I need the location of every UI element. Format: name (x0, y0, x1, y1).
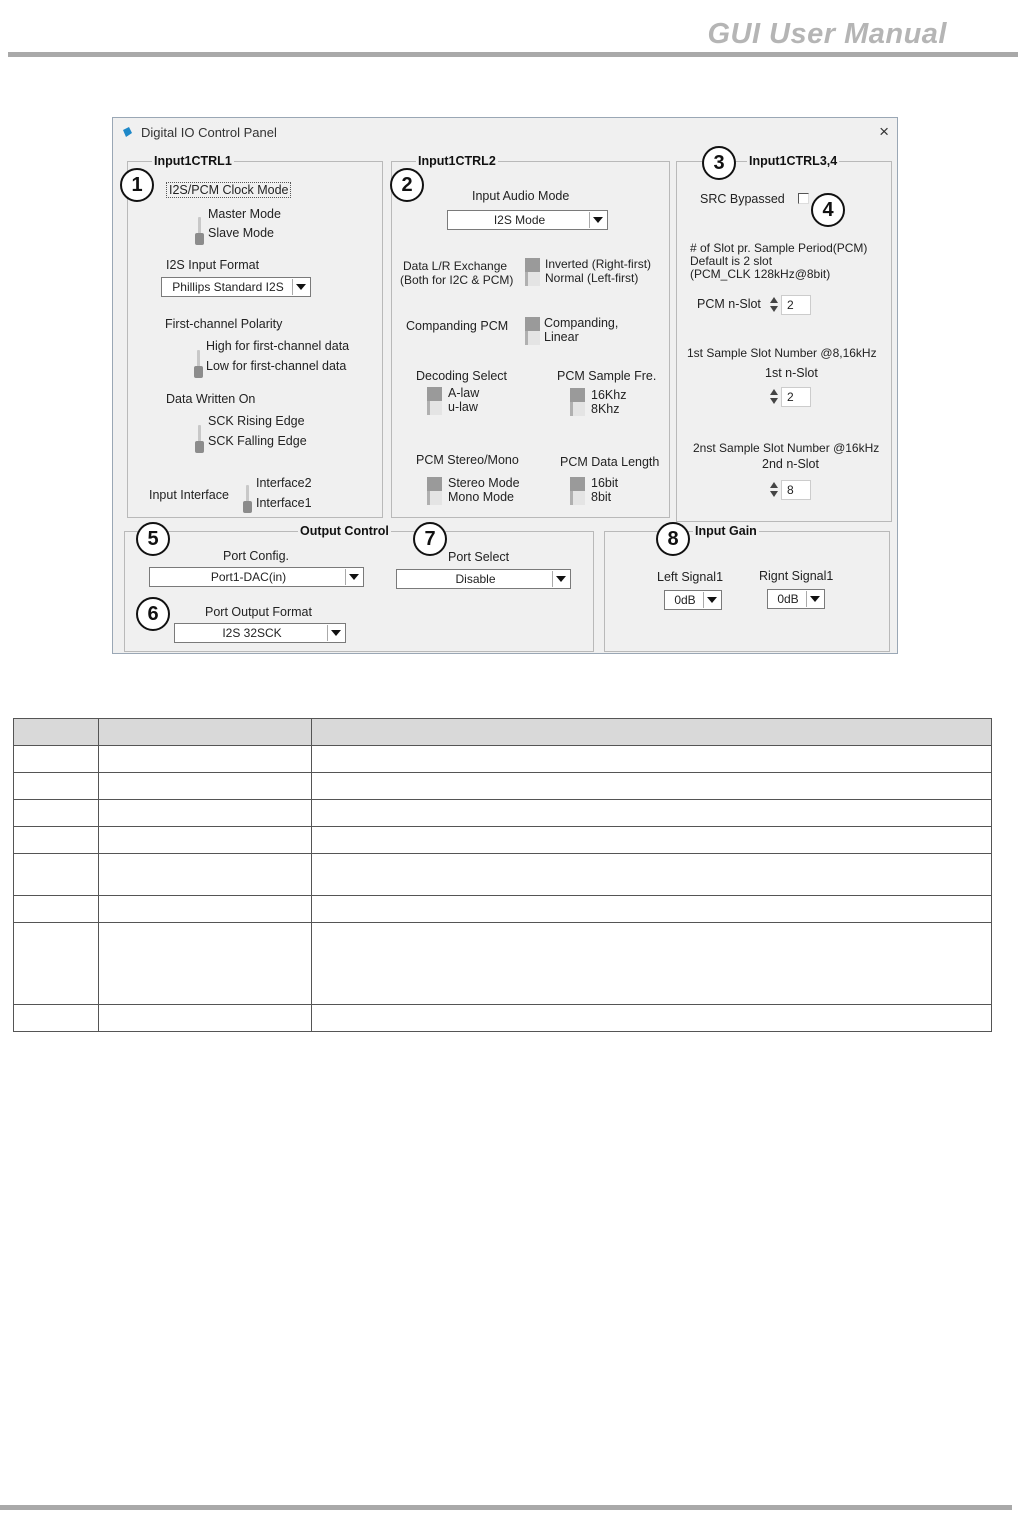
chevron-down-icon (552, 571, 569, 587)
port-format-label: Port Output Format (205, 605, 312, 619)
stereo-mono-label: PCM Stereo/Mono (416, 453, 519, 467)
table-cell (99, 827, 312, 854)
table-header-cell (99, 719, 312, 746)
table-cell (99, 854, 312, 896)
table-cell (99, 773, 312, 800)
first-slot-label: 1st Sample Slot Number @8,16kHz (687, 346, 877, 360)
lr-exchange-label: Data L/R Exchange (403, 259, 508, 273)
first-nslot-input[interactable]: 2 (781, 387, 811, 407)
output-control-legend: Output Control (300, 524, 389, 538)
input-gain-group (604, 524, 890, 652)
header-divider (8, 52, 1018, 57)
table-header-cell (14, 719, 99, 746)
8bit-label: 8bit (591, 490, 612, 504)
companding-linear-label: Linear (544, 330, 579, 344)
table-cell (312, 800, 992, 827)
16khz-label: 16Khz (591, 388, 627, 402)
sample-fre-toggle[interactable] (570, 388, 585, 416)
table-cell (312, 827, 992, 854)
lr-inverted-label: Inverted (Right-first) (545, 257, 652, 271)
input-ctrl34-group (676, 154, 892, 522)
second-nslot-spinner[interactable] (769, 480, 778, 500)
pcm-nslot-input[interactable]: 2 (781, 295, 811, 315)
i2s-format-select[interactable]: Phillips Standard I2S (161, 277, 311, 297)
window-title: Digital IO Control Panel (141, 125, 277, 140)
audio-mode-label: Input Audio Mode (472, 189, 570, 203)
table-cell (14, 1005, 99, 1032)
input-ctrl34-legend: Input1CTRL3,4 (749, 154, 838, 168)
alaw-label: A-law (448, 386, 480, 400)
data-written-label: Data Written On (166, 392, 256, 406)
slot-info-line1: # of Slot pr. Sample Period(PCM) (690, 241, 868, 255)
sample-fre-label: PCM Sample Fre. (557, 369, 657, 383)
slot-info-line3: (PCM_CLK 128kHz@8bit) (690, 267, 831, 281)
slave-mode-label: Slave Mode (208, 226, 275, 240)
right-gain-select[interactable]: 0dB (767, 589, 825, 609)
table-cell (99, 923, 312, 1005)
chevron-down-icon (806, 591, 823, 607)
close-icon[interactable]: × (879, 122, 889, 141)
interface2-label: Interface2 (256, 476, 312, 490)
table-row (14, 896, 992, 923)
table-cell (312, 923, 992, 1005)
table-row (14, 923, 992, 1005)
app-icon (122, 127, 133, 138)
chevron-down-icon (292, 279, 309, 295)
port-config-label: Port Config. (223, 549, 290, 563)
second-nslot-label: 2nd n-Slot (762, 457, 819, 471)
companding-toggle[interactable] (525, 317, 540, 345)
manual-title: GUI User Manual (707, 18, 947, 50)
sck-edge-switch[interactable] (195, 425, 205, 453)
table-cell (14, 773, 99, 800)
ulaw-label: u-law (448, 400, 478, 414)
data-length-label: PCM Data Length (560, 455, 660, 469)
callout-badge-4: 4 (811, 193, 845, 227)
16bit-label: 16bit (591, 476, 619, 490)
stereo-mode-label: Stereo Mode (448, 476, 520, 490)
chevron-down-icon (589, 212, 606, 228)
second-nslot-input[interactable]: 8 (781, 480, 811, 500)
clock-mode-switch[interactable] (195, 217, 205, 245)
table-row (14, 854, 992, 896)
table-row (14, 827, 992, 854)
stereo-mono-toggle[interactable] (427, 477, 442, 505)
second-slot-label: 2nst Sample Slot Number @16kHz (693, 441, 880, 455)
table-cell (312, 773, 992, 800)
master-mode-label: Master Mode (208, 207, 281, 221)
table-cell (14, 800, 99, 827)
sck-falling-label: SCK Falling Edge (208, 434, 307, 448)
data-length-toggle[interactable] (570, 477, 585, 505)
port-select-select[interactable]: Disable (396, 569, 571, 589)
table-cell (99, 896, 312, 923)
control-panel-window (112, 117, 898, 654)
table-cell (99, 746, 312, 773)
output-control-group (124, 524, 594, 652)
interface1-label: Interface1 (256, 496, 312, 510)
pcm-nslot-label: PCM n-Slot (697, 297, 761, 311)
callout-badge-5: 5 (136, 522, 170, 556)
first-nslot-label: 1st n-Slot (765, 366, 818, 380)
slot-info-line2: Default is 2 slot (690, 254, 773, 268)
8khz-label: 8Khz (591, 402, 620, 416)
table-cell (14, 854, 99, 896)
table-cell (14, 923, 99, 1005)
clock-mode-label: I2S/PCM Clock Mode (166, 182, 291, 198)
table-cell (312, 896, 992, 923)
callout-badge-8: 8 (656, 522, 690, 556)
table-cell (14, 827, 99, 854)
polarity-high-label: High for first-channel data (206, 339, 350, 353)
table-cell (99, 800, 312, 827)
chevron-down-icon (703, 592, 720, 608)
input-ctrl1-legend: Input1CTRL1 (154, 154, 232, 168)
callout-badge-2: 2 (390, 168, 424, 202)
first-nslot-spinner[interactable] (769, 387, 778, 407)
polarity-low-label: Low for first-channel data (206, 359, 347, 373)
input-ctrl2-legend: Input1CTRL2 (418, 154, 496, 168)
callout-badge-1: 1 (120, 168, 154, 202)
description-table (13, 718, 992, 1032)
mono-mode-label: Mono Mode (448, 490, 515, 504)
audio-mode-select[interactable]: I2S Mode (447, 210, 608, 230)
companding-on-label: Companding, (544, 316, 619, 330)
lr-exchange-sublabel: (Both for I2C & PCM) (400, 273, 514, 287)
input-gain-legend: Input Gain (695, 524, 757, 538)
left-signal-label: Left Signal1 (657, 570, 724, 584)
table-cell (312, 854, 992, 896)
src-bypassed-checkbox[interactable] (798, 193, 809, 204)
companding-label: Companding PCM (406, 319, 509, 333)
decoding-toggle[interactable] (427, 387, 442, 415)
sck-rising-label: SCK Rising Edge (208, 414, 305, 428)
table-row (14, 800, 992, 827)
interface-switch[interactable] (243, 485, 253, 513)
table-row (14, 746, 992, 773)
port-config-select[interactable]: Port1-DAC(in) (149, 567, 364, 587)
table-cell (312, 1005, 992, 1032)
footer-divider (0, 1505, 1012, 1510)
table-header-cell (312, 719, 992, 746)
lr-exchange-toggle[interactable] (525, 258, 540, 286)
table-row (14, 773, 992, 800)
table-cell (312, 746, 992, 773)
port-select-label: Port Select (448, 550, 510, 564)
input-interface-label: Input Interface (149, 488, 229, 502)
input-ctrl2-group (391, 154, 670, 518)
src-bypassed-label: SRC Bypassed (700, 192, 785, 206)
table-header-row (14, 719, 992, 746)
port-format-select[interactable]: I2S 32SCK (174, 623, 346, 643)
callout-badge-3: 3 (702, 146, 736, 180)
polarity-label: First-channel Polarity (165, 317, 283, 331)
lr-normal-label: Normal (Left-first) (545, 271, 639, 285)
table-row (14, 1005, 992, 1032)
callout-badge-6: 6 (136, 597, 170, 631)
table-cell (14, 746, 99, 773)
pcm-nslot-spinner[interactable] (769, 295, 778, 315)
polarity-switch[interactable] (194, 350, 204, 378)
decoding-label: Decoding Select (416, 369, 508, 383)
chevron-down-icon (345, 569, 362, 585)
i2s-format-label: I2S Input Format (166, 258, 260, 272)
input-ctrl1-group (127, 154, 383, 518)
callout-badge-7: 7 (413, 522, 447, 556)
right-signal-label: Rignt Signal1 (759, 569, 834, 583)
table-cell (99, 1005, 312, 1032)
left-gain-select[interactable]: 0dB (664, 590, 722, 610)
table-cell (14, 896, 99, 923)
chevron-down-icon (327, 625, 344, 641)
